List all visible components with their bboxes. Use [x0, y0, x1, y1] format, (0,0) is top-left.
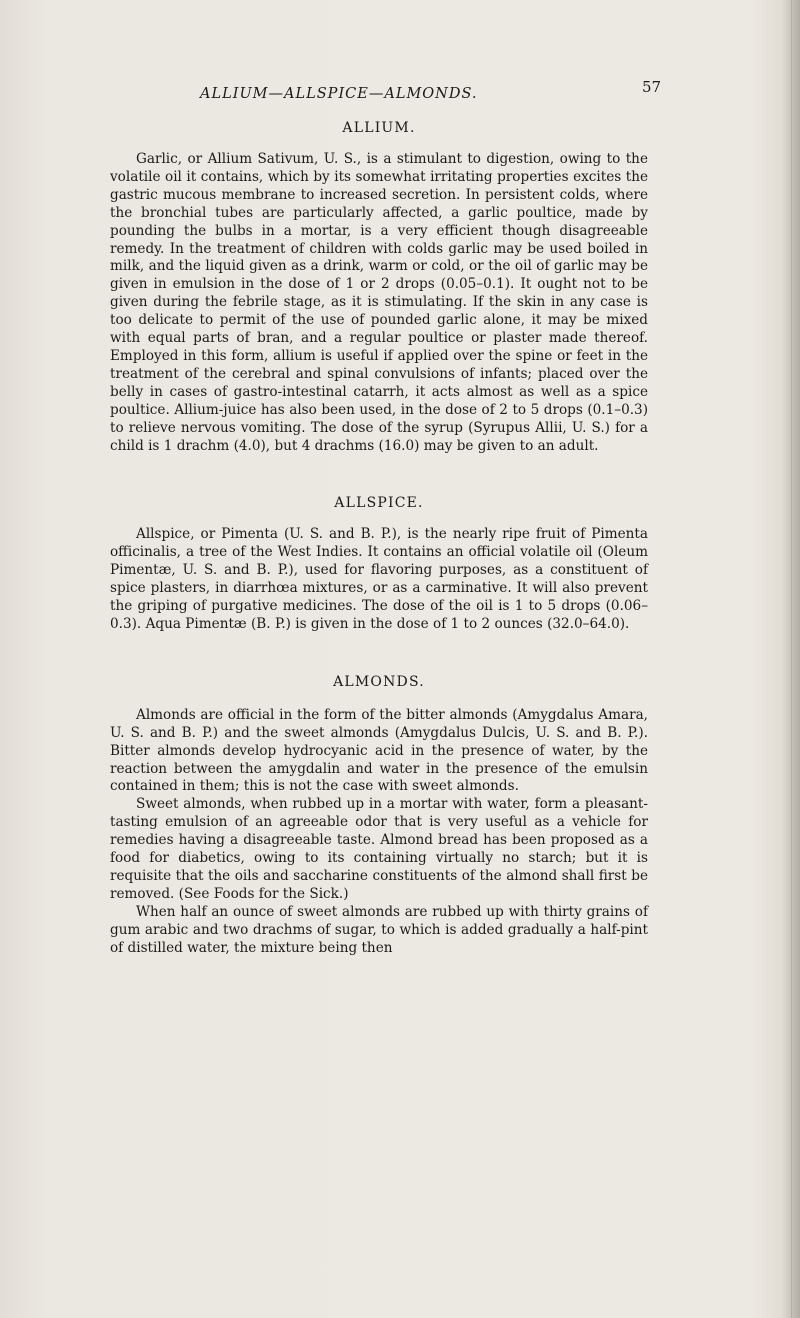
page-edge-line — [791, 0, 792, 1318]
allspice-paragraph: Allspice, or Pimenta (U. S. and B. P.), is the nearly ripe fruit of Pimenta officinalis, a tree of the West Indies. It contains an official volatile oil (Oleum Pimentæ, U. S. and B. P.), used for flavoring purposes, as a constituent of spice plasters, in diarrhœa mixtures, or as a carminative. It will also prevent the griping of purgative medicines. The dose of the oil is 1 to 5 drops (0.06–0.3). Aqua Pimentæ (B. P.) is given in the dose of 1 to 2 ounces (32.0–64.0). — [110, 526, 648, 632]
almonds-paragraph: Almonds are official in the form of the bitter almonds (Amygdalus Amara, U. S. and B. P.) and the sweet almonds (Amygdalus Dulcis, U. S. and B. P.). Bitter almonds develop hydrocyanic acid in the presence of water, by the reaction between the amygdalin and water in the presence of the emulsin contained in them; this is not the case with sweet almonds. — [110, 706, 648, 795]
page-number: 57 — [642, 78, 662, 96]
section-title-allspice: ALLSPICE. — [334, 495, 424, 512]
section-title-almonds: ALMONDS. — [333, 673, 425, 690]
section-title-allium: ALLIUM. — [342, 120, 416, 136]
text-column — [110, 120, 648, 958]
allium-paragraph: Garlic, or Allium Sativum, U. S., is a stimulant to digestion, owing to the volatile oil it contains, which by its somewhat irritating properties excites the gastric mucous membrane to increased secretion. In persistent colds, where the bronchial tubes are particularly affected, a garlic poultice, made by pounding the bulbs in a mortar, is a very efficient though disagreeable remedy. In the treatment of children with colds garlic may be used boiled in milk, and the liquid given as a drink, warm or cold, or the oil of garlic may be given in emulsion in the dose of 1 or 2 drops (0.05–0.1). It ought not to be given during the febrile stage, as it is stimulating. If the skin in any case is too delicate to permit of the use of pounded garlic alone, it may be mixed with equal parts of bran, and a regular poultice or plaster made thereof. Employed in this form, allium is useful if applied over the spine or feet in the treatment of the cerebral and spinal convulsions of infants; placed over the belly in cases of gastro-intestinal catarrh, it acts almost as well as a spice poultice. Allium-juice has also been used, in the dose of 2 to 5 drops (0.1–0.3) to relieve nervous vomiting. The dose of the syrup (Syrupus Allii, U. S.) for a child is 1 drachm (4.0), but 4 drachms (16.0) may be given to an adult. — [110, 151, 648, 454]
almonds-paragraph: Sweet almonds, when rubbed up in a mortar with water, form a pleasant-tasting emulsion of an agreeable odor that is very useful as a vehicle for remedies having a disagreeable taste. Almond bread has been proposed as a food for diabetics, owing to its containing virtually no starch; but it is requisite that the oils and saccharine constituents of the almond shall first be removed. (See Foods for the Sick.) — [110, 796, 648, 902]
almonds-paragraph: When half an ounce of sweet almonds are rubbed up with thirty grains of gum arabic and two drachms of sugar, to which is added gradually a half-pint of distilled water, the mixture being then — [110, 903, 648, 956]
running-header: ALLIUM—ALLSPICE—ALMONDS. — [200, 86, 478, 102]
